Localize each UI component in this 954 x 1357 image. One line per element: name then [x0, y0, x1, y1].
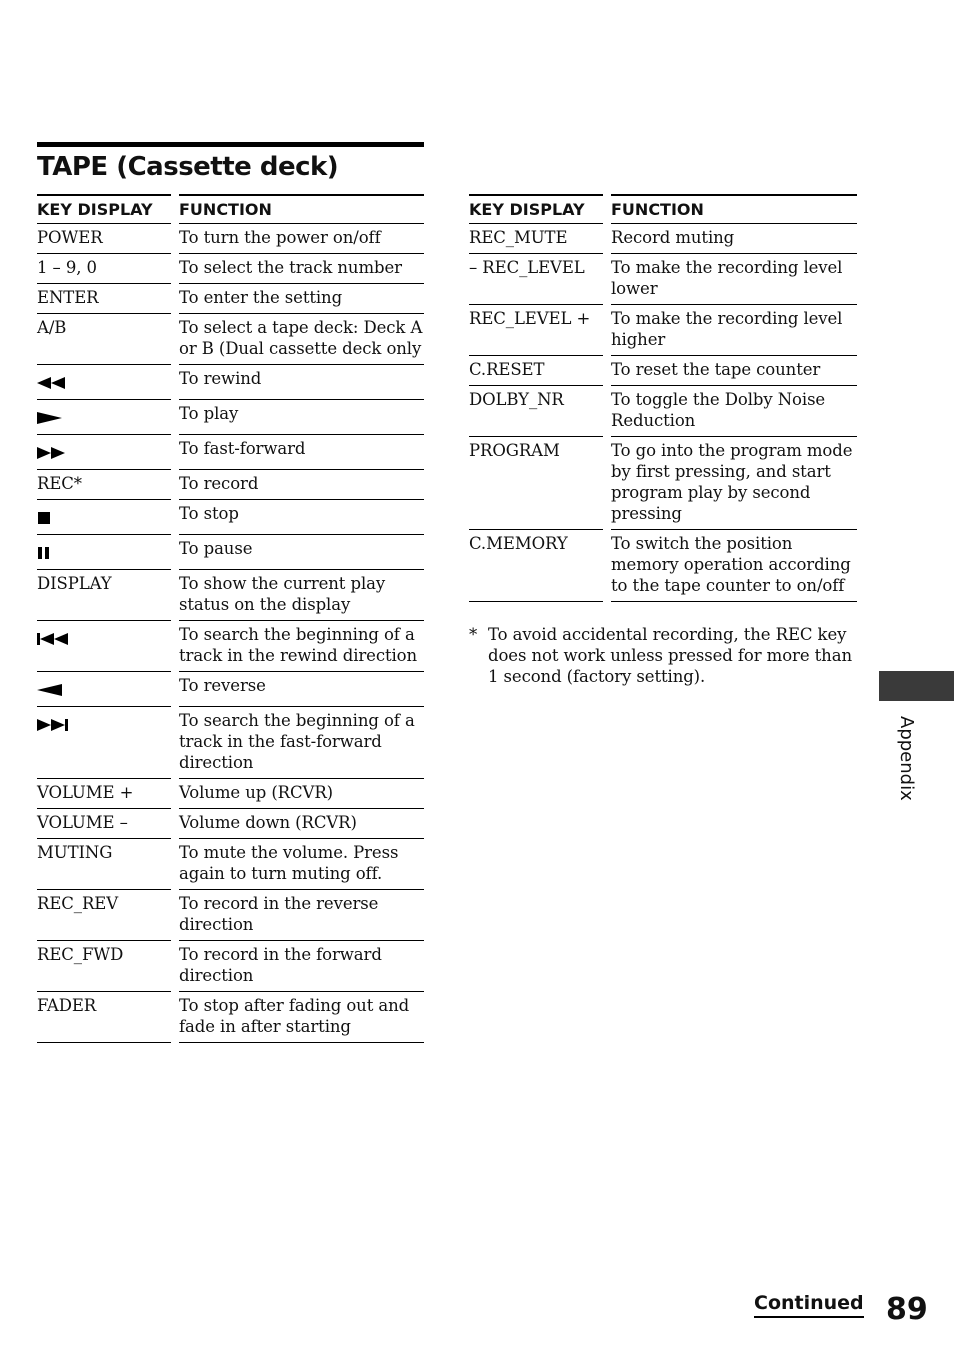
table-row — [469, 437, 857, 530]
table-row — [469, 224, 857, 254]
function-cell: To show the current play status on the display — [179, 570, 424, 621]
header-function: FUNCTION — [611, 194, 857, 224]
key-name: FADER — [37, 996, 97, 1015]
key-cell — [469, 224, 603, 254]
function-cell: To record in the forward direction — [179, 941, 424, 992]
table-row — [37, 992, 424, 1043]
key-name: REC_REV — [37, 894, 119, 913]
key-name: REC_LEVEL + — [469, 309, 591, 328]
skip-back-icon — [37, 629, 71, 650]
footnote-text: To avoid accidental recording, the REC key does not work unless pressed for more than 1 second (factory setting). — [488, 625, 852, 686]
function-cell: To toggle the Dolby Noise Reduction — [611, 386, 857, 437]
key-cell — [37, 890, 171, 941]
function-cell: To stop after fading out and fade in after starting — [179, 992, 424, 1043]
key-cell — [37, 535, 171, 570]
reverse-icon — [37, 680, 63, 701]
title-rule — [37, 142, 424, 147]
key-name: MUTING — [37, 843, 113, 862]
key-name: VOLUME – — [37, 813, 128, 832]
table-header — [469, 194, 857, 224]
key-cell — [37, 707, 171, 779]
function-cell: Volume up (RCVR) — [179, 779, 424, 809]
function-cell: To enter the setting — [179, 284, 424, 314]
key-cell — [37, 992, 171, 1043]
table-row — [37, 890, 424, 941]
function-cell: To switch the position memory operation according to the tape counter to on/off — [611, 530, 857, 602]
function-cell: To select the track number — [179, 254, 424, 284]
key-cell — [469, 437, 603, 530]
function-cell: Volume down (RCVR) — [179, 809, 424, 839]
function-cell: Record muting — [611, 224, 857, 254]
pause-icon — [37, 543, 51, 564]
table-header — [37, 194, 424, 224]
header-key-display: KEY DISPLAY — [37, 194, 171, 224]
function-cell: To make the recording level higher — [611, 305, 857, 356]
key-name: C.MEMORY — [469, 534, 568, 553]
function-cell: To mute the volume. Press again to turn muting off. — [179, 839, 424, 890]
stop-icon — [37, 508, 51, 529]
table-row — [469, 356, 857, 386]
table-row — [37, 570, 424, 621]
key-cell — [469, 530, 603, 602]
function-cell: To turn the power on/off — [179, 224, 424, 254]
key-cell — [37, 779, 171, 809]
table-row — [37, 941, 424, 992]
table-row — [469, 254, 857, 305]
footnote-marker: * — [469, 625, 478, 644]
key-cell — [37, 435, 171, 470]
function-cell: To make the recording level lower — [611, 254, 857, 305]
function-cell: To stop — [179, 500, 424, 535]
table-row — [469, 530, 857, 602]
key-cell — [37, 621, 171, 672]
key-cell — [37, 500, 171, 535]
table-row — [37, 707, 424, 779]
key-name: PROGRAM — [469, 441, 560, 460]
function-cell: To pause — [179, 535, 424, 570]
key-cell — [37, 672, 171, 707]
function-cell: To play — [179, 400, 424, 435]
key-cell — [37, 365, 171, 400]
page-number: 89 — [886, 1292, 928, 1327]
key-cell — [37, 254, 171, 284]
play-icon — [37, 408, 63, 429]
function-cell: To reverse — [179, 672, 424, 707]
footnote — [469, 624, 859, 687]
header-function: FUNCTION — [179, 194, 424, 224]
function-cell: To search the beginning of a track in the fast-forward direction — [179, 707, 424, 779]
key-name: A/B — [37, 318, 67, 337]
key-name: ENTER — [37, 288, 99, 307]
table-row — [37, 470, 424, 500]
table-row — [469, 305, 857, 356]
key-name: C.RESET — [469, 360, 545, 379]
function-cell: To record — [179, 470, 424, 500]
fast-forward-icon — [37, 443, 67, 464]
key-name: 1 – 9, 0 — [37, 258, 97, 277]
key-name: POWER — [37, 228, 103, 247]
key-cell — [37, 809, 171, 839]
key-name: DISPLAY — [37, 574, 112, 593]
key-name: – REC_LEVEL — [469, 258, 585, 277]
key-cell — [37, 314, 171, 365]
table-row — [37, 284, 424, 314]
key-cell — [469, 386, 603, 437]
table-row — [37, 500, 424, 535]
table-row — [469, 386, 857, 437]
function-cell: To rewind — [179, 365, 424, 400]
function-cell: To record in the reverse direction — [179, 890, 424, 941]
key-cell — [469, 305, 603, 356]
section-tab — [879, 671, 954, 701]
table-row — [37, 400, 424, 435]
key-name: DOLBY_NR — [469, 390, 564, 409]
key-cell — [469, 356, 603, 386]
function-cell: To go into the program mode by first pressing, and start program play by second pressing — [611, 437, 857, 530]
table-row — [37, 779, 424, 809]
table-row — [37, 435, 424, 470]
function-cell: To search the beginning of a track in the rewind direction — [179, 621, 424, 672]
table-row — [37, 365, 424, 400]
function-cell: To fast-forward — [179, 435, 424, 470]
table-row — [37, 254, 424, 284]
function-cell: To select a tape deck: Deck A or B (Dual cassette deck only — [179, 314, 424, 365]
key-name: REC_FWD — [37, 945, 124, 964]
key-cell — [469, 254, 603, 305]
function-cell: To reset the tape counter — [611, 356, 857, 386]
key-cell — [37, 570, 171, 621]
table-row — [37, 809, 424, 839]
key-cell — [37, 224, 171, 254]
rewind-icon — [37, 373, 67, 394]
page-title: TAPE (Cassette deck) — [37, 152, 339, 182]
key-name: VOLUME + — [37, 783, 134, 802]
key-cell — [37, 284, 171, 314]
key-cell — [37, 470, 171, 500]
table-row — [37, 839, 424, 890]
table-row — [37, 224, 424, 254]
key-cell — [37, 400, 171, 435]
key-name: REC_MUTE — [469, 228, 568, 247]
left-key-table — [37, 194, 424, 1043]
key-cell — [37, 839, 171, 890]
table-row — [37, 672, 424, 707]
header-key-display: KEY DISPLAY — [469, 194, 603, 224]
right-key-table — [469, 194, 857, 602]
table-row — [37, 314, 424, 365]
key-name: REC* — [37, 474, 82, 493]
key-cell — [37, 941, 171, 992]
table-row — [37, 621, 424, 672]
table-row — [37, 535, 424, 570]
skip-forward-icon — [37, 715, 71, 736]
section-label: Appendix — [896, 716, 917, 801]
continued-label: Continued — [754, 1290, 864, 1318]
